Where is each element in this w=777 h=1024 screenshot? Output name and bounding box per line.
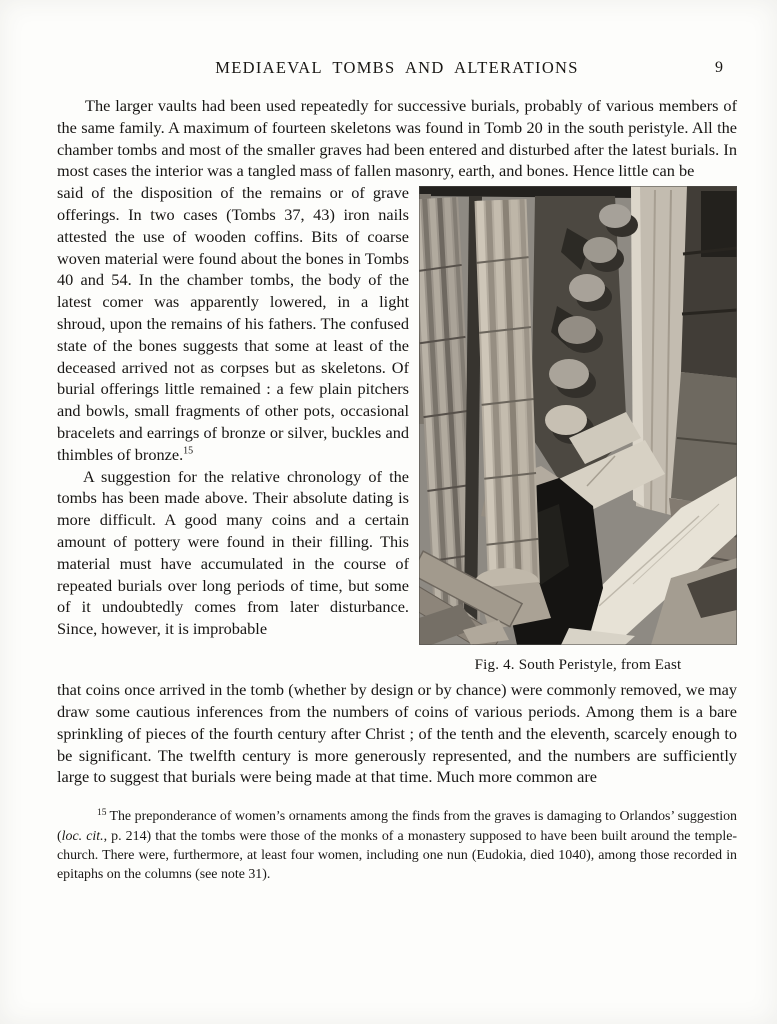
- footnote-marker: 15: [97, 807, 107, 818]
- footnote-15: [57, 807, 737, 885]
- footnote-reference: 15: [183, 445, 194, 457]
- running-head: [57, 57, 737, 79]
- paragraph-intro: The larger vaults had been used repeatedly for successive burials, probably of various members of the same family. A maximum of fourteen skeletons was found in Tomb 20 in the south peristyle. All the chamber tombs and most of the smaller graves had been entered and disturbed after the latest burials. In most cases the interior was a tangled mass of fallen masonry, earth, and bones. Hence little can be: [57, 96, 737, 181]
- figure-4: [419, 186, 737, 674]
- footnote-text-before: The preponderance of women’s ornaments among the finds from the graves is damaging to Orlandos’ suggestion (: [57, 809, 737, 844]
- column-paragraph-2: A suggestion for the relative chronology of the tombs has been made above. Their absolute dating is more difficult. A good many coins and a certain amount of pottery were found in their filling. This material must have accumulated in the course of repeated burials over long periods of time, but some of it undoubtedly comes from later disturbance. Since, however, it is improbable: [57, 466, 409, 639]
- footnote-italic-citation: loc. cit.: [61, 828, 104, 844]
- page-title: MEDIAEVAL TOMBS AND ALTERATIONS: [215, 58, 579, 77]
- page-number: 9: [715, 59, 723, 76]
- figure-photo: [419, 186, 737, 645]
- paragraph-continue: that coins once arrived in the tomb (whether by design or by chance) were commonly removed, we may draw some cautious inferences from the numbers of coins of various periods. Among them is a bare sprinkling of pieces of the fourth century after Christ ; of the tenth and the eleventh, scarcely enough to be significant. The twelfth century is more generously represented, and the numbers are sufficiently large to suggest that burials were being made at that time. Much more common are: [57, 680, 737, 787]
- page-body: [57, 95, 737, 788]
- column-paragraph-1-text: said of the disposition of the remains or of grave offerings. In two cases (Tombs 37, 43) iron nails attested the use of wooden coffins. Bits of coarse woven material were found about the bones in Tombs 40 and 54. In the chamber tombs, the body of the latest comer was apparently lowered, in a light shroud, upon the remains of his fathers. The confused state of the bones suggests that some at least of the deceased arrived not as corpses but as skeletons. Of burial offerings little remained : a few plain pitchers and bowls, small fragments of other pots, occasional bracelets and earrings of bronze or silver, buckles and thimbles of bronze.: [57, 183, 409, 464]
- footnote-text-after: , p. 214) that the tombs were those of the monks of a monastery supposed to have been built around the temple-church. There were, furthermore, at least four women, including one nun (Eudokia, died 1040), among those recorded in epitaphs on the columns (see note 31).: [57, 828, 737, 883]
- wrapped-section: [57, 182, 737, 674]
- figure-caption: Fig. 4. South Peristyle, from East: [474, 657, 682, 674]
- footnote-section: [57, 807, 737, 885]
